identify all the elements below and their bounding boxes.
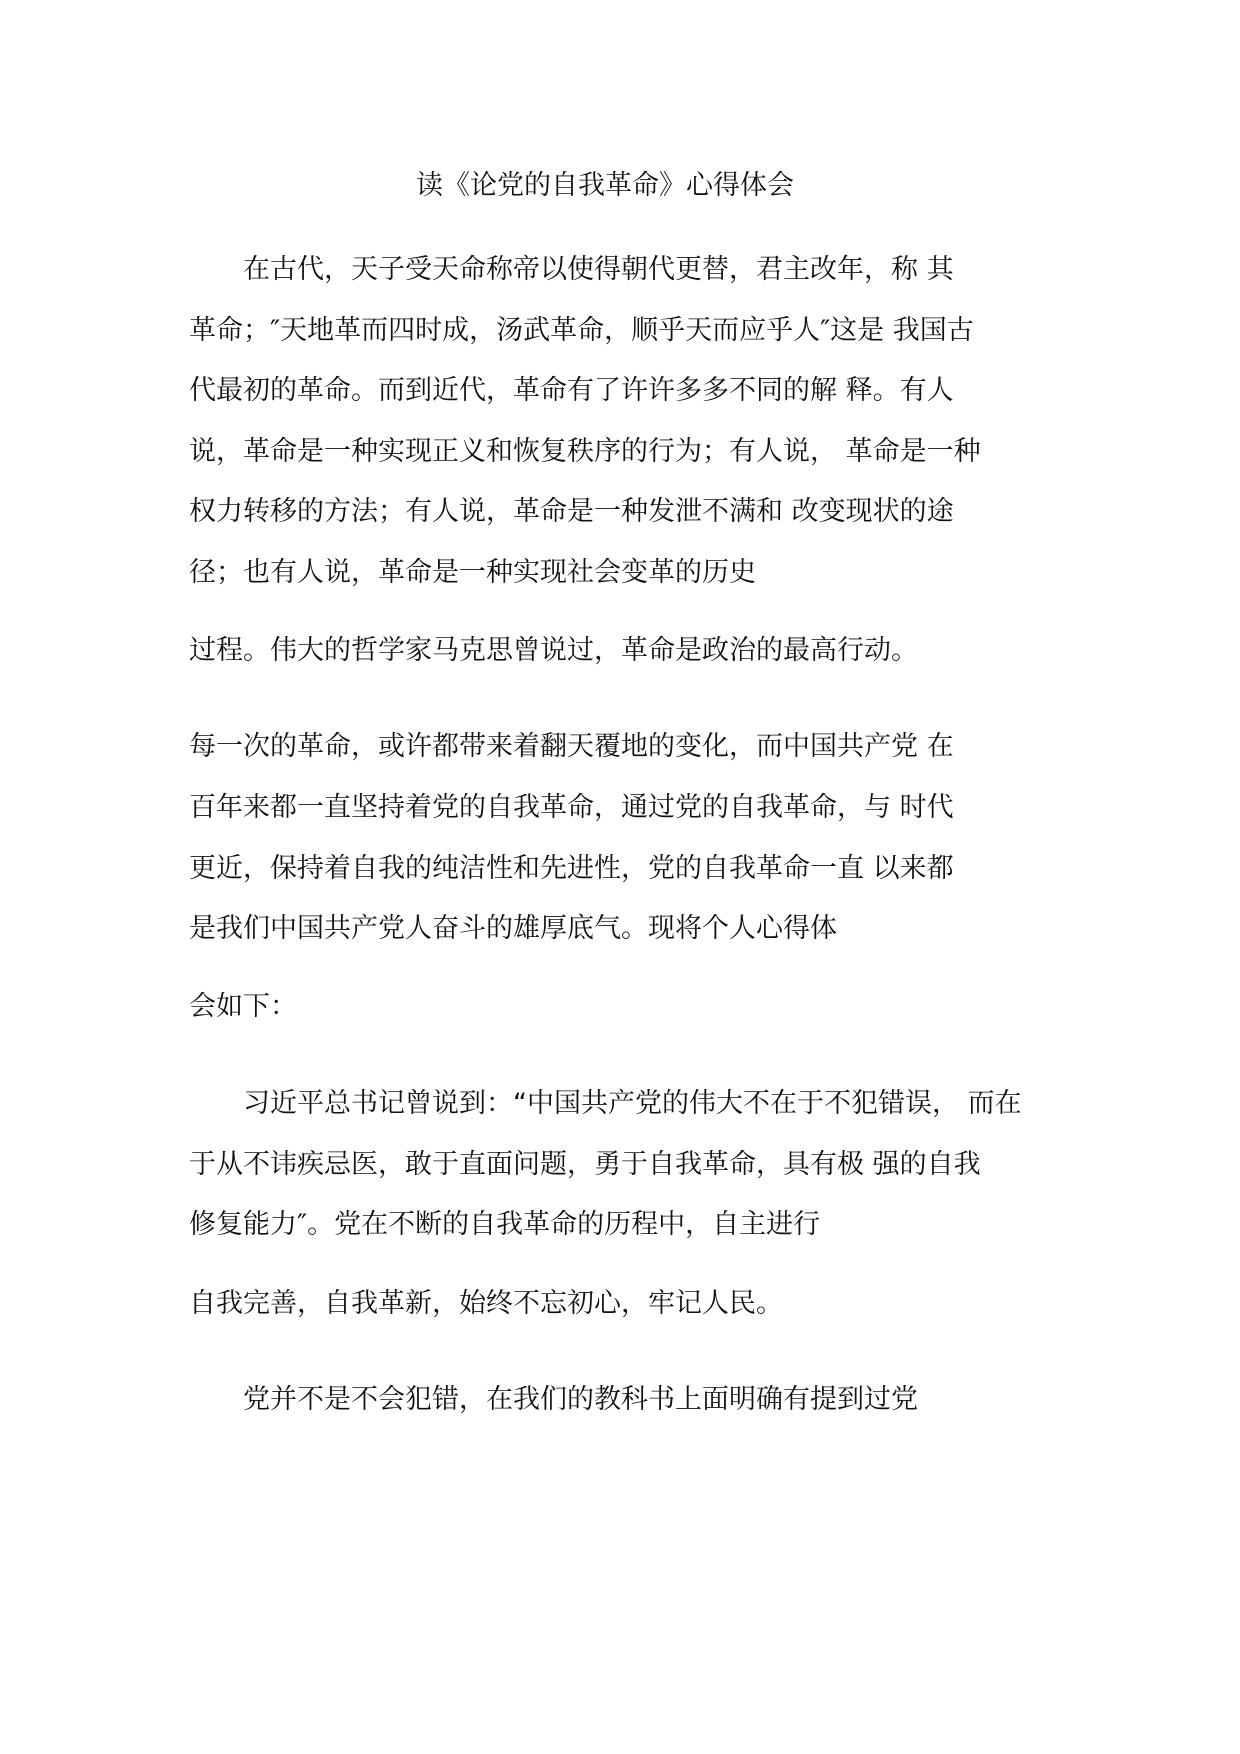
paragraph-line: 过程。伟大的哲学家马克思曾说过，革命是政治的最高行动。 [189, 635, 918, 666]
paragraph-line: 革命；″天地革而四时成，汤武革命，顺乎天而应乎人″这是 我国古 [189, 315, 974, 346]
paragraph-line: 代最初的革命。而到近代，革命有了许许多多不同的解 释。有人 [189, 375, 954, 406]
paragraph-line: 更近，保持着自我的纯洁性和先进性，党的自我革命一直 以来都 [189, 853, 954, 884]
paragraph-line: 党并不是不会犯错，在我们的教科书上面明确有提到过党 [189, 1384, 918, 1415]
paragraph-line: 权力转移的方法；有人说，革命是一种发泄不满和 改变现状的途 [189, 496, 954, 527]
paragraph-line: 于从不讳疾忌医，敢于直面问题，勇于自我革命，具有极 强的自我 [189, 1149, 981, 1180]
paragraph-line: 是我们中国共产党人奋斗的雄厚底气。现将个人心得体 [189, 913, 837, 944]
paragraph-line: 每一次的革命，或许都带来着翻天覆地的变化，而中国共产党 在 [189, 731, 954, 762]
paragraph-line: 在古代，天子受天命称帝以使得朝代更替，君主改年，称 其 [189, 254, 954, 285]
paragraph-line: 修复能力″。党在不断的自我革命的历程中，自主进行 [189, 1209, 821, 1240]
paragraph-line: 百年来都一直坚持着党的自我革命，通过党的自我革命，与 时代 [189, 792, 954, 823]
paragraph-line: 自我完善，自我革新，始终不忘初心，牢记人民。 [189, 1288, 783, 1319]
paragraph-line: 会如下： [189, 991, 297, 1022]
paragraph-line: 径；也有人说，革命是一种实现社会变革的历史 [189, 557, 756, 588]
document-title: 读《论党的自我革命》心得体会 [416, 170, 794, 201]
paragraph-line: 习近平总书记曾说到：“中国共产党的伟大不在于不犯错误， 而在 [189, 1088, 1022, 1119]
paragraph-line: 说，革命是一种实现正义和恢复秩序的行为；有人说， 革命是一种 [189, 436, 981, 467]
